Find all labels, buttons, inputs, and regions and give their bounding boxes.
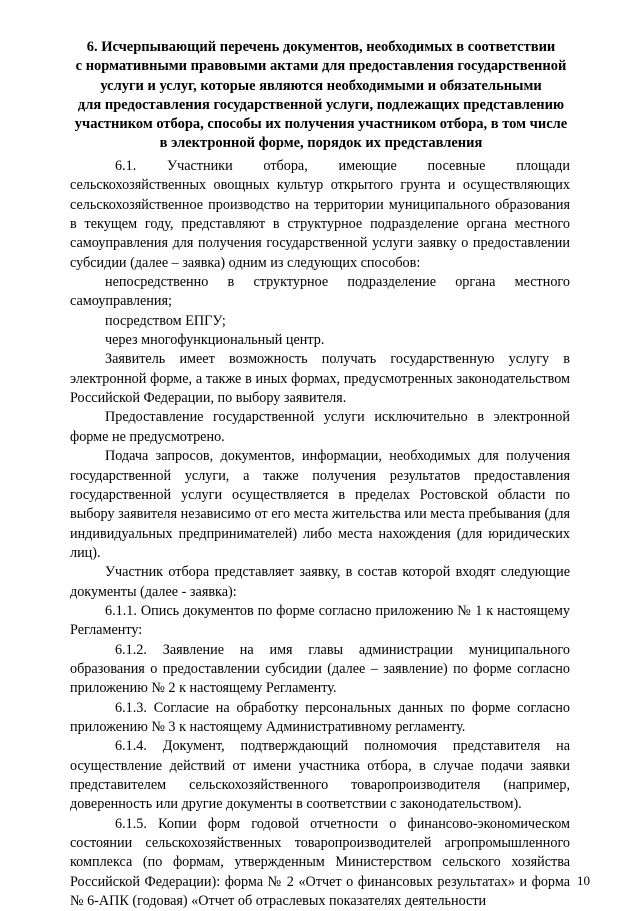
page-number: 10 [577,873,590,888]
heading-line: услуги и услуг, которые являются необходимыми и обязательными [100,77,542,94]
heading-line: участником отбора, способы их получения участником отбора, в том числе [74,116,568,133]
paragraph-submission-territory: Подача запросов, документов, информации, необходимых для получения государственной услуги, а также получения результатов предоставления государственной услуги осуществляется в пределах Ростовской области по выбору заявителя независимо от его места жительства или места пребывания (для индивидуальных предпринимателей) либо места нахождения (для юридических лиц). [70,448,570,561]
paragraph-6-1-3: 6.1.3. Согласие на обработку персональных данных по форме согласно приложению № 3 к настоящему Административному регламенту. [70,699,570,735]
submission-method-mfc: через многофункциональный центр. [105,332,325,349]
section-heading [60,38,582,154]
paragraph-6-1-2: 6.1.2. Заявление на имя главы администрации муниципального образования о предоставлении субсидии (далее – заявление) по форме согласно приложению № 2 к настоящему Регламенту. [70,641,570,697]
paragraph-6-1-5: 6.1.5. Копии форм годовой отчетности о финансово-экономическом состоянии сельскохозяйственных товаропроизводителей агропромышленного комплекса (по формам, утвержденным Министерством сельского хозяйства Российской Федерации): форма № 2 «Отчет о финансовых результатах» и форма № 6-АПК (годовая) «Отчет об отраслевых показателях деятельности [70,815,570,910]
submission-method-epgu: посредством ЕПГУ; [105,312,226,329]
heading-line: для предоставления государственной услуги, подлежащих представлению [77,96,565,113]
paragraph-application-contents: Участник отбора представляет заявку, в состав которой входят следующие документы (далее - заявка): [70,564,570,600]
heading-line: с нормативными правовыми актами для предоставления государственной [75,58,567,75]
paragraph-6-1-4: 6.1.4. Документ, подтверждающий полномочия представителя на осуществление действий от имени участника отбора, в случае подачи заявки представителем сельскохозяйственного товаропроизводителя (например, доверенность или другие документы в соответствии с законодательством). [70,738,570,813]
heading-line: в электронной форме, порядок их представления [159,135,483,152]
heading-line: 6. Исчерпывающий перечень документов, необходимых в соответствии [86,39,556,55]
paragraph-6-1: 6.1. Участники отбора, имеющие посевные площади сельскохозяйственных овощных культур открытого грунта и осуществляющих сельскохозяйственное производство на территории муниципального образования в текущем году, представляют в структурное подразделение органа местного самоуправления для получения государственной услуги заявку о предоставлении субсидии (далее – заявка) одним из следующих способов: [70,158,570,271]
paragraph-6-1-1: 6.1.1. Опись документов по форме согласно приложению № 1 к настоящему Регламенту: [70,602,570,639]
paragraph-electronic-only: Предоставление государственной услуги исключительно в электронной форме не предусмотрено. [70,409,570,445]
paragraph-applicant-electronic: Заявитель имеет возможность получать государственную услугу в электронной форме, а также в иных формах, предусмотренных законодательством Российской Федерации, по выбору заявителя. [70,351,570,407]
submission-method-direct: непосредственно в структурное подразделение органа местного самоуправления; [70,274,570,310]
document-body [70,157,570,911]
